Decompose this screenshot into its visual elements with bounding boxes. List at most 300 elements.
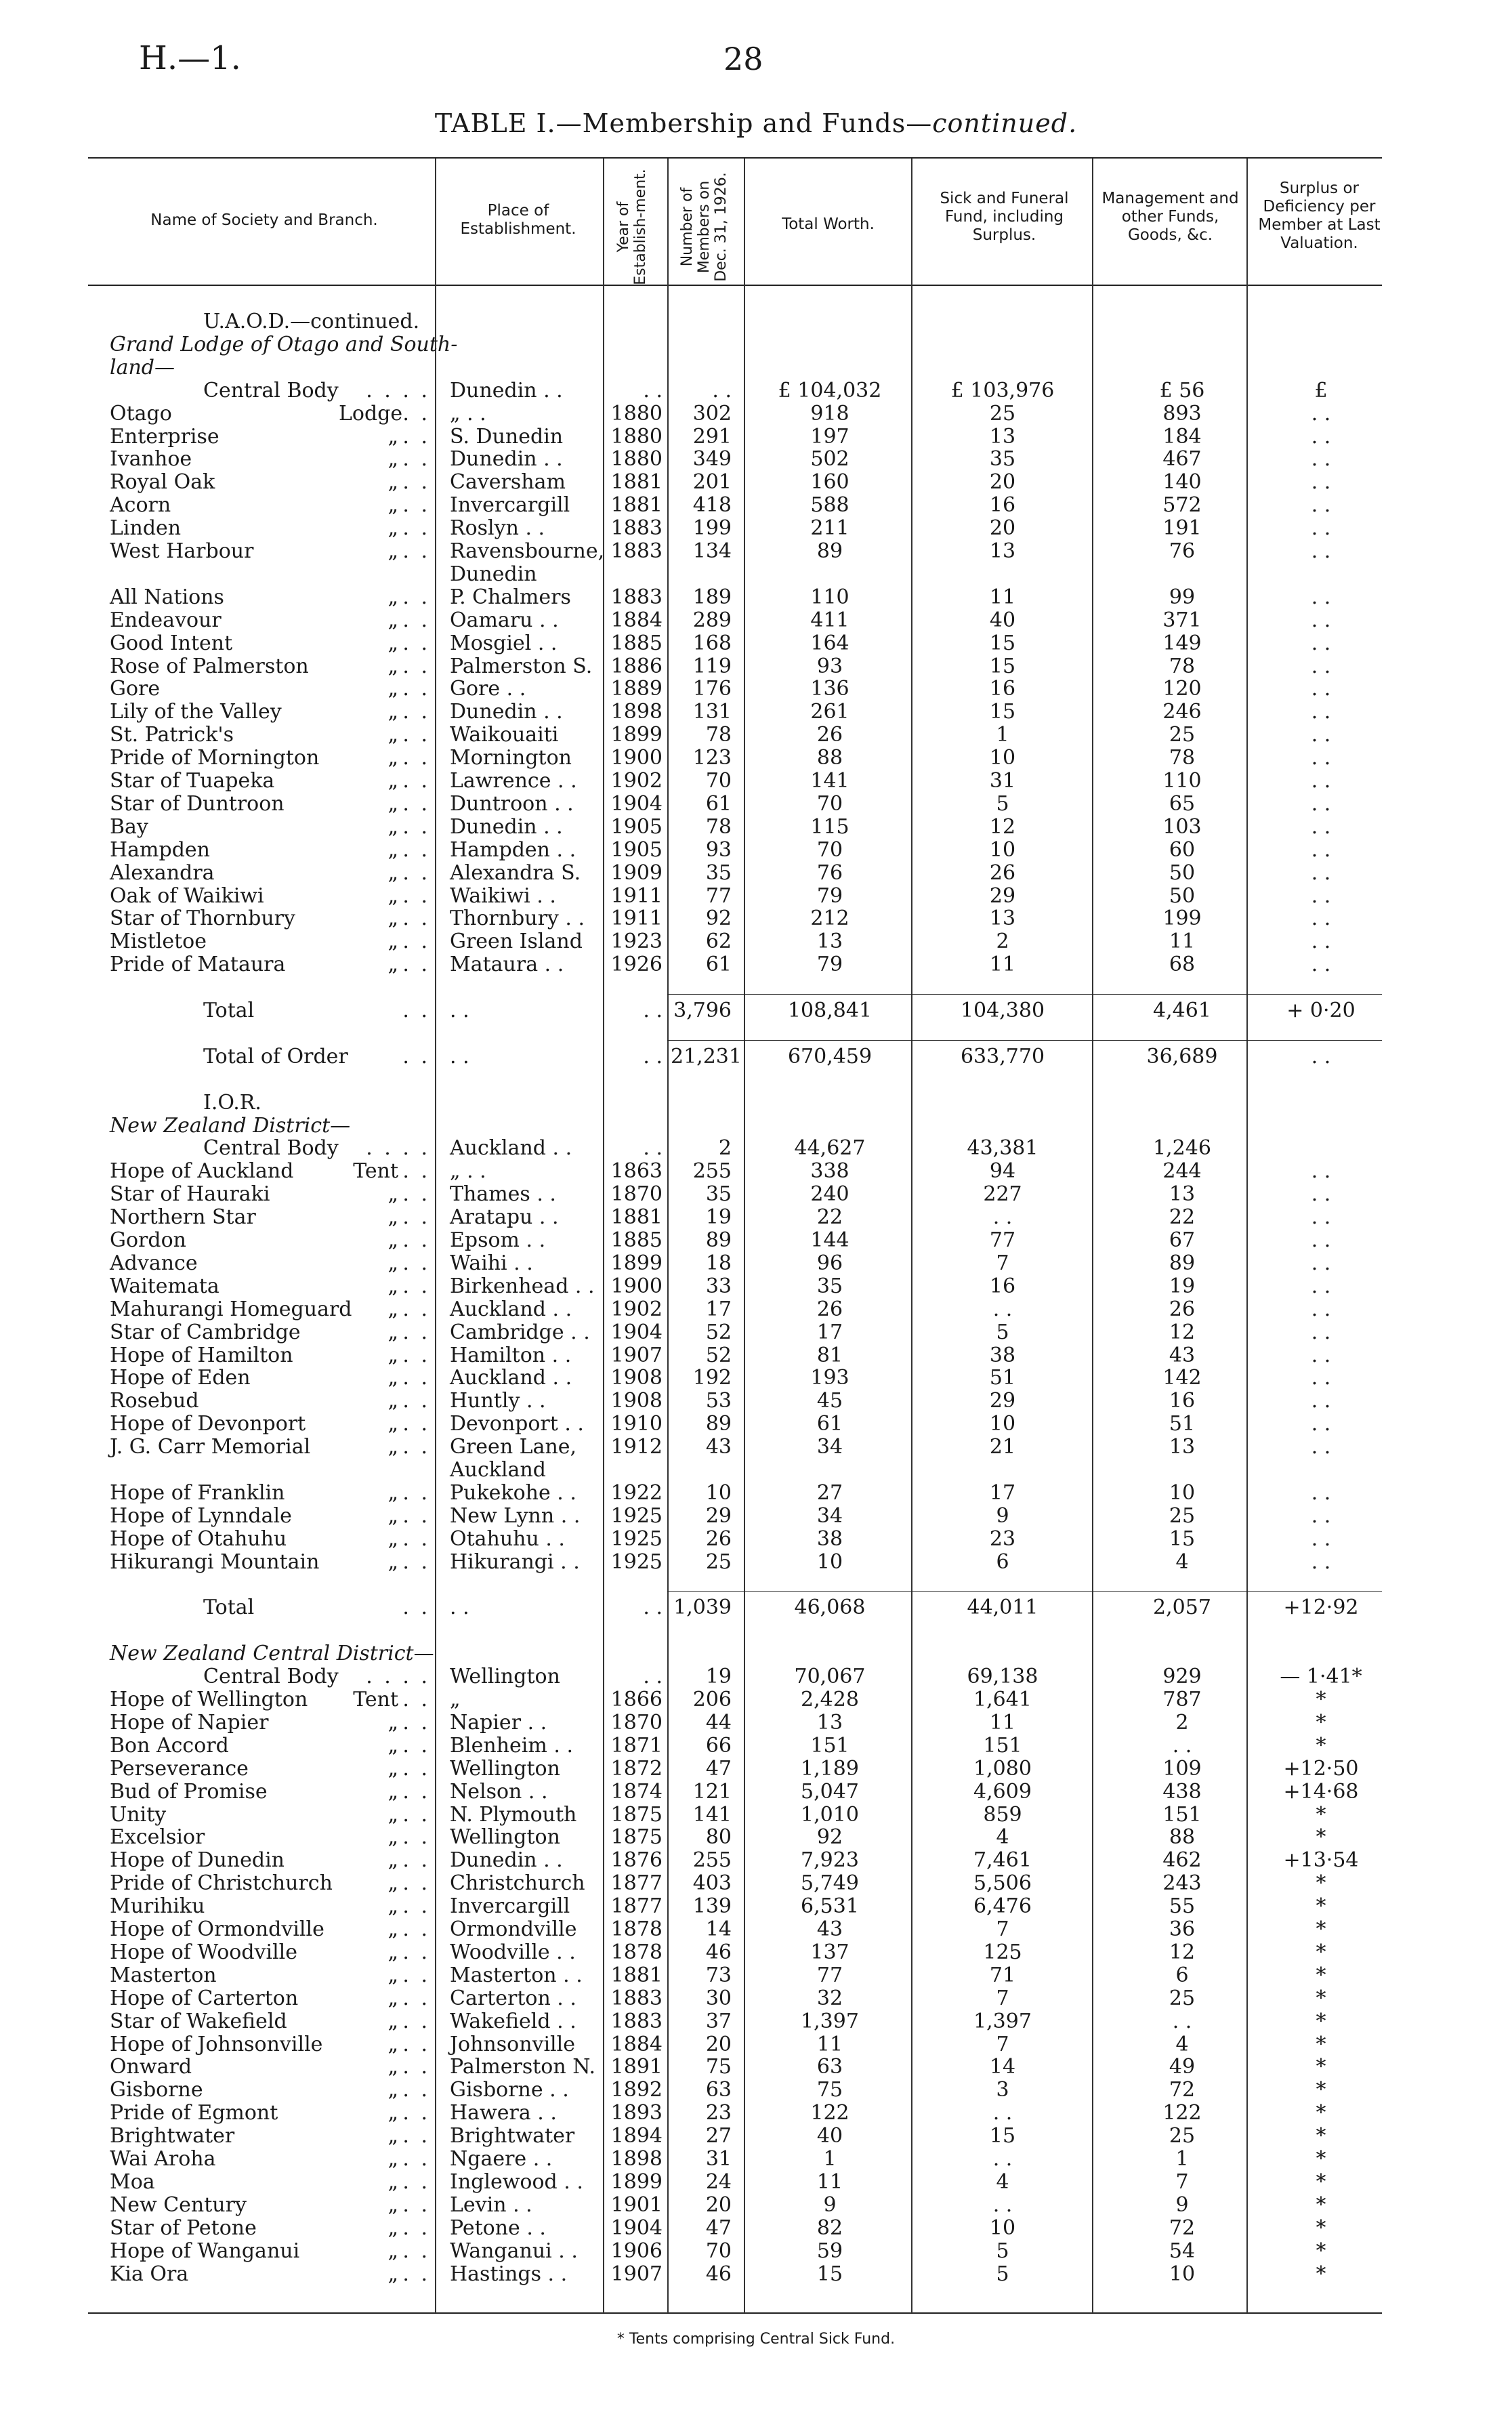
management-cell: 438 xyxy=(1162,1779,1202,1804)
sick-fund-cell: 125 xyxy=(983,1940,1022,1964)
branch-name: Good Intent xyxy=(110,631,233,655)
branch-type: „ xyxy=(387,1503,398,1528)
leader-dots: . . xyxy=(402,2124,430,2148)
worth-cell: 92 xyxy=(816,1825,843,1850)
sick-fund-cell: 31 xyxy=(989,769,1016,793)
worth-cell: 17 xyxy=(816,1320,843,1344)
sick-fund-cell: 6,476 xyxy=(973,1894,1032,1919)
table-row xyxy=(0,1160,1512,1183)
place-cell: Hawera . . xyxy=(450,2101,557,2125)
leader-dots: . . xyxy=(402,700,430,724)
leader-dots: . . xyxy=(402,2169,430,2194)
branch-name: Central Body xyxy=(203,378,339,402)
worth-cell: 27 xyxy=(816,1480,843,1505)
management-cell: 16 xyxy=(1169,1389,1196,1413)
worth-cell: 15 xyxy=(816,2262,843,2286)
col-header-surplus: Surplus or Deficiency per Member at Last Valuation. xyxy=(1258,180,1381,252)
branch-name: Waitemata xyxy=(110,1274,219,1298)
branch-name: J. G. Carr Memorial xyxy=(110,1435,311,1459)
worth-cell: 6,531 xyxy=(801,1894,859,1919)
surplus-cell: . . xyxy=(1311,883,1331,908)
branch-name: U.A.O.D.—continued. xyxy=(203,310,420,333)
surplus-cell: . . xyxy=(1311,1159,1331,1184)
leader-dots: . . xyxy=(402,1343,430,1367)
year-cell: 1911 xyxy=(610,907,663,931)
worth-cell: 70 xyxy=(816,837,843,862)
branch-type: „ xyxy=(387,953,398,977)
sick-fund-cell: 12 xyxy=(989,814,1016,839)
leader-dots: . . xyxy=(402,999,430,1022)
management-cell: 49 xyxy=(1169,2055,1196,2079)
year-cell: 1912 xyxy=(610,1435,663,1459)
branch-type: „ xyxy=(387,1986,398,2010)
management-cell: 78 xyxy=(1169,746,1196,770)
members-cell: 46 xyxy=(705,1940,732,1964)
worth-cell: 338 xyxy=(810,1159,849,1184)
surplus-cell: * xyxy=(1316,2216,1326,2240)
branch-name: Hope of Dunedin xyxy=(110,1848,285,1873)
leader-dots: . . xyxy=(402,1986,430,2010)
branch-name: Enterprise xyxy=(110,424,219,449)
leader-dots: . . xyxy=(402,1044,430,1068)
worth-cell: 75 xyxy=(816,2078,843,2102)
leader-dots: . . xyxy=(402,1526,430,1551)
management-cell: 122 xyxy=(1162,2101,1202,2125)
table-row xyxy=(0,2102,1512,2125)
place-cell: . . xyxy=(450,1044,469,1068)
spacer-row xyxy=(0,976,1512,999)
place-cell: Lawrence . . xyxy=(450,769,577,793)
management-cell: 109 xyxy=(1162,1756,1202,1781)
branch-type: „ xyxy=(387,1825,398,1850)
footnote: * Tents comprising Central Sick Fund. xyxy=(616,2331,896,2348)
worth-cell: 61 xyxy=(816,1412,843,1436)
members-cell: 44 xyxy=(705,1710,732,1734)
leader-dots: . . xyxy=(402,1940,430,1964)
table-row xyxy=(0,678,1512,701)
management-cell: 43 xyxy=(1169,1343,1196,1367)
leader-dots: . . xyxy=(402,860,430,885)
worth-cell: 122 xyxy=(810,2101,849,2125)
members-cell: 52 xyxy=(705,1320,732,1344)
sick-fund-cell: 15 xyxy=(989,700,1016,724)
sick-fund-cell: 10 xyxy=(989,2216,1016,2240)
leader-dots: . . xyxy=(402,1596,430,1620)
place-cell: Johnsonville xyxy=(450,2032,575,2056)
members-cell: 10 xyxy=(705,1480,732,1505)
sick-fund-cell: 11 xyxy=(989,953,1016,977)
sick-fund-cell: 10 xyxy=(989,1412,1016,1436)
table-row xyxy=(0,402,1512,425)
members-cell: 31 xyxy=(705,2147,732,2171)
sick-fund-cell: 859 xyxy=(983,1802,1022,1827)
year-cell: 1874 xyxy=(610,1779,663,1804)
sick-fund-cell: 13 xyxy=(989,424,1016,449)
year-cell: 1899 xyxy=(610,1251,663,1275)
year-cell: 1878 xyxy=(610,1917,663,1941)
members-cell: 291 xyxy=(692,424,732,449)
place-cell: Duntroon . . xyxy=(450,791,574,816)
worth-cell: 588 xyxy=(810,493,849,518)
year-cell: 1883 xyxy=(610,2009,663,2033)
place-cell: Inglewood . . xyxy=(450,2169,583,2194)
branch-name: Total of Order xyxy=(203,1044,348,1068)
year-cell: 1884 xyxy=(610,2032,663,2056)
place-cell: Dunedin . . xyxy=(450,378,563,402)
table-row xyxy=(0,1918,1512,1941)
surplus-cell: . . xyxy=(1311,1274,1331,1298)
sick-fund-cell: 40 xyxy=(989,608,1016,632)
place-cell: Otahuhu . . xyxy=(450,1526,565,1551)
worth-cell: 44,627 xyxy=(794,1136,866,1161)
surplus-cell: . . xyxy=(1311,585,1331,609)
branch-name: All Nations xyxy=(110,585,224,609)
branch-name: Masterton xyxy=(110,1963,217,1987)
place-cell: Hikurangi . . xyxy=(450,1550,580,1574)
branch-type: „ xyxy=(387,1779,398,1804)
table-row xyxy=(0,2171,1512,2194)
sick-fund-cell: . . xyxy=(992,2147,1013,2171)
year-cell: 1926 xyxy=(610,953,663,977)
leader-dots: . . xyxy=(402,516,430,541)
management-cell: 6 xyxy=(1175,1963,1189,1987)
surplus-cell: . . xyxy=(1311,769,1331,793)
surplus-cell: . . xyxy=(1311,723,1331,747)
total-row xyxy=(0,1596,1512,1619)
surplus-cell: . . xyxy=(1311,1044,1331,1068)
place-cell: Napier . . xyxy=(450,1710,547,1734)
branch-type: „ xyxy=(387,424,398,449)
sick-fund-cell: 1,641 xyxy=(973,1688,1032,1711)
branch-name: Hope of Woodville xyxy=(110,1940,298,1964)
place-cell: Woodville . . xyxy=(450,1940,576,1964)
table-row xyxy=(0,2217,1512,2240)
surplus-cell: . . xyxy=(1311,470,1331,495)
table-row xyxy=(0,333,1512,356)
leader-dots: . . xyxy=(402,1389,430,1413)
management-cell: 51 xyxy=(1169,1412,1196,1436)
total-row xyxy=(0,1045,1512,1068)
worth-cell: 110 xyxy=(810,585,849,609)
table-row xyxy=(0,356,1512,379)
table-row xyxy=(0,1091,1512,1115)
members-cell: 75 xyxy=(705,2055,732,2079)
members-cell: 20 xyxy=(705,2032,732,2056)
branch-name: Murihiku xyxy=(110,1894,205,1919)
sick-fund-cell: 44,011 xyxy=(967,1596,1038,1620)
worth-cell: 1 xyxy=(823,2147,837,2171)
leader-dots: . . xyxy=(402,1733,430,1758)
worth-cell: 70 xyxy=(816,791,843,816)
year-cell: 1877 xyxy=(610,1894,663,1919)
year-cell: 1875 xyxy=(610,1825,663,1850)
members-cell: 66 xyxy=(705,1733,732,1758)
sick-fund-cell: 13 xyxy=(989,907,1016,931)
management-cell: 572 xyxy=(1162,493,1202,518)
management-cell: 787 xyxy=(1162,1688,1202,1711)
surplus-cell: * xyxy=(1316,1894,1326,1919)
members-cell: 62 xyxy=(705,930,732,954)
surplus-cell: * xyxy=(1316,1825,1326,1850)
surplus-cell: * xyxy=(1316,2169,1326,2194)
branch-name: Linden xyxy=(110,516,182,541)
year-cell: 1881 xyxy=(610,1963,663,1987)
worth-cell: 46,068 xyxy=(794,1596,866,1620)
table-row xyxy=(0,1482,1512,1505)
col-header-worth: Total Worth. xyxy=(782,215,875,233)
leader-dots: . . xyxy=(402,769,430,793)
management-cell: 26 xyxy=(1169,1297,1196,1321)
table-row xyxy=(0,1528,1512,1551)
members-cell: 255 xyxy=(692,1848,732,1873)
header-bottom-rule xyxy=(88,285,1382,286)
table-row xyxy=(0,425,1512,449)
management-cell: 25 xyxy=(1169,723,1196,747)
management-cell: 140 xyxy=(1162,470,1202,495)
management-cell: 246 xyxy=(1162,700,1202,724)
place-cell: Brightwater xyxy=(450,2124,575,2148)
table-row xyxy=(0,1551,1512,1574)
leader-dots: . . xyxy=(402,447,430,472)
members-cell: 35 xyxy=(705,860,732,885)
sick-fund-cell: 104,380 xyxy=(960,999,1045,1022)
branch-name: Pride of Egmont xyxy=(110,2101,278,2125)
management-cell: 12 xyxy=(1169,1940,1196,1964)
worth-cell: 918 xyxy=(810,401,849,425)
surplus-cell: * xyxy=(1316,1963,1326,1987)
leader-dots: . . . . xyxy=(366,1136,430,1161)
worth-cell: 63 xyxy=(816,2055,843,2079)
table-row xyxy=(0,1459,1512,1482)
year-cell: 1925 xyxy=(610,1550,663,1574)
members-cell: 2 xyxy=(718,1136,732,1161)
management-cell: 54 xyxy=(1169,2239,1196,2263)
year-cell: 1923 xyxy=(610,930,663,954)
management-cell: 72 xyxy=(1169,2078,1196,2102)
management-cell: 12 xyxy=(1169,1320,1196,1344)
branch-name: Bon Accord xyxy=(110,1733,229,1758)
surplus-cell: . . xyxy=(1311,837,1331,862)
surplus-cell: . . xyxy=(1311,746,1331,770)
table-row xyxy=(0,862,1512,885)
branch-type: „ xyxy=(387,1848,398,1873)
branch-type: „ xyxy=(387,1274,398,1298)
sick-fund-cell: 7 xyxy=(996,2032,1009,2056)
sick-fund-cell: 69,138 xyxy=(967,1665,1038,1689)
branch-type: „ xyxy=(387,1550,398,1574)
surplus-cell: . . xyxy=(1311,1503,1331,1528)
branch-type: Tent xyxy=(353,1159,398,1184)
branch-name: New Century xyxy=(110,2192,247,2217)
worth-cell: 77 xyxy=(816,1963,843,1987)
surplus-cell: . . xyxy=(1311,608,1331,632)
worth-cell: 43 xyxy=(816,1917,843,1941)
place-cell: Gisborne . . xyxy=(450,2078,569,2102)
branch-type: „ xyxy=(387,1412,398,1436)
year-cell: 1886 xyxy=(610,654,663,678)
branch-name: Hope of Carterton xyxy=(110,1986,299,2010)
management-cell: 15 xyxy=(1169,1526,1196,1551)
branch-type: „ xyxy=(387,1480,398,1505)
branch-type: „ xyxy=(387,837,398,862)
place-cell: Cambridge . . xyxy=(450,1320,590,1344)
branch-name: land— xyxy=(110,355,175,379)
leader-dots: . . xyxy=(402,814,430,839)
leader-dots: . . . . xyxy=(366,1665,430,1689)
year-cell: 1883 xyxy=(610,1986,663,2010)
surplus-cell: . . xyxy=(1311,447,1331,472)
year-cell: 1881 xyxy=(610,470,663,495)
branch-name: Star of Thornbury xyxy=(110,907,295,931)
management-cell: 4 xyxy=(1175,1550,1189,1574)
worth-cell: 10 xyxy=(816,1550,843,1574)
sick-fund-cell: 35 xyxy=(989,447,1016,472)
members-cell: 21,231 xyxy=(671,1044,742,1068)
sick-fund-cell: 5 xyxy=(996,2262,1009,2286)
sick-fund-cell: 15 xyxy=(989,631,1016,655)
members-cell: 78 xyxy=(705,723,732,747)
surplus-cell: . . xyxy=(1311,493,1331,518)
table-row xyxy=(0,1137,1512,1160)
members-cell: 52 xyxy=(705,1343,732,1367)
table-row xyxy=(0,816,1512,839)
leader-dots: . . xyxy=(402,953,430,977)
branch-type: „ xyxy=(387,814,398,839)
surplus-cell: * xyxy=(1316,2192,1326,2217)
place-cell: Gore . . xyxy=(450,677,526,701)
leader-dots: . . xyxy=(402,1963,430,1987)
worth-cell: 1,189 xyxy=(801,1756,859,1781)
members-cell: 3,796 xyxy=(673,999,732,1022)
surplus-cell: * xyxy=(1316,2101,1326,2125)
sick-fund-cell: 15 xyxy=(989,2124,1016,2148)
sick-fund-cell: £ 103,976 xyxy=(950,378,1055,402)
branch-type: „ xyxy=(387,907,398,931)
year-cell: 1881 xyxy=(610,1205,663,1230)
year-cell: 1877 xyxy=(610,1871,663,1896)
worth-cell: 108,841 xyxy=(787,999,873,1022)
members-cell: 119 xyxy=(692,654,732,678)
place-cell: Thames . . xyxy=(450,1182,556,1207)
worth-cell: 151 xyxy=(810,1733,849,1758)
worth-cell: 212 xyxy=(810,907,849,931)
sick-fund-cell: . . xyxy=(992,1205,1013,1230)
members-cell: 26 xyxy=(705,1526,732,1551)
members-cell: 349 xyxy=(692,447,732,472)
sick-fund-cell: 151 xyxy=(983,1733,1022,1758)
members-cell: 92 xyxy=(705,907,732,931)
management-cell: 893 xyxy=(1162,401,1202,425)
members-cell: 33 xyxy=(705,1274,732,1298)
worth-cell: 40 xyxy=(816,2124,843,2148)
members-cell: 89 xyxy=(705,1412,732,1436)
members-cell: 30 xyxy=(705,1986,732,2010)
surplus-cell: +12·92 xyxy=(1283,1596,1359,1620)
leader-dots: . . xyxy=(402,1779,430,1804)
leader-dots: . . xyxy=(402,2055,430,2079)
leader-dots: . . xyxy=(402,1251,430,1275)
col-header-members: Number of Members on Dec. 31, 1926. xyxy=(679,172,730,282)
leader-dots: . . xyxy=(402,2262,430,2286)
place-cell: Green Island xyxy=(450,930,583,954)
year-cell: 1876 xyxy=(610,1848,663,1873)
place-cell: Caversham xyxy=(450,470,566,495)
branch-name: Central Body xyxy=(203,1665,339,1689)
branch-name: Alexandra xyxy=(110,860,215,885)
table-row xyxy=(0,609,1512,632)
sick-fund-cell: 51 xyxy=(989,1366,1016,1390)
year-cell: 1907 xyxy=(610,1343,663,1367)
place-cell: Wanganui . . xyxy=(450,2239,578,2263)
sick-fund-cell: 16 xyxy=(989,493,1016,518)
sick-fund-cell: 10 xyxy=(989,746,1016,770)
worth-cell: 9 xyxy=(823,2192,837,2217)
members-cell: 201 xyxy=(692,470,732,495)
table-row xyxy=(0,586,1512,609)
surplus-cell: £ xyxy=(1314,378,1328,402)
branch-type: „ xyxy=(387,470,398,495)
management-cell: 50 xyxy=(1169,860,1196,885)
table-row xyxy=(0,471,1512,494)
total-rule xyxy=(667,1040,1382,1041)
year-cell: . . xyxy=(643,1136,663,1161)
surplus-cell: . . xyxy=(1311,1480,1331,1505)
sick-fund-cell: 14 xyxy=(989,2055,1016,2079)
place-cell: Auckland . . xyxy=(450,1136,572,1161)
branch-type: „ xyxy=(387,791,398,816)
year-cell: 1902 xyxy=(610,1297,663,1321)
sick-fund-cell: 16 xyxy=(989,677,1016,701)
sick-fund-cell: 29 xyxy=(989,883,1016,908)
surplus-cell: * xyxy=(1316,2262,1326,2286)
surplus-cell: . . xyxy=(1311,401,1331,425)
branch-name: West Harbour xyxy=(110,539,254,563)
branch-name: Brightwater xyxy=(110,2124,235,2148)
leader-dots: . . xyxy=(402,424,430,449)
branch-name: Star of Wakefield xyxy=(110,2009,287,2033)
place-cell: Huntly . . xyxy=(450,1389,546,1413)
branch-type: „ xyxy=(387,1963,398,1987)
branch-name: Gordon xyxy=(110,1228,186,1252)
branch-type: „ xyxy=(387,1182,398,1207)
worth-cell: 34 xyxy=(816,1435,843,1459)
leader-dots: . . xyxy=(402,1825,430,1850)
sick-fund-cell: 16 xyxy=(989,1274,1016,1298)
col-header-mgmt: Management and other Funds, Goods, &c. xyxy=(1101,190,1239,244)
leader-dots: . . xyxy=(402,608,430,632)
leader-dots: . . xyxy=(402,2147,430,2171)
management-cell: 36,689 xyxy=(1146,1044,1218,1068)
members-cell: 168 xyxy=(692,631,732,655)
sick-fund-cell: 1,397 xyxy=(973,2009,1032,2033)
branch-type: „ xyxy=(387,2009,398,2033)
year-cell: 1878 xyxy=(610,1940,663,1964)
place-cell: P. Chalmers xyxy=(450,585,571,609)
members-cell: 78 xyxy=(705,814,732,839)
year-cell: . . xyxy=(643,1044,663,1068)
table-body xyxy=(0,310,1512,2316)
table-row xyxy=(0,953,1512,976)
year-cell: 1906 xyxy=(610,2239,663,2263)
management-cell: 103 xyxy=(1162,814,1202,839)
worth-cell: 5,047 xyxy=(801,1779,859,1804)
table-row xyxy=(0,1367,1512,1390)
col-header-name: Name of Society and Branch. xyxy=(150,211,378,229)
place-cell: Hastings . . xyxy=(450,2262,568,2286)
total-row xyxy=(0,999,1512,1022)
spacer-row xyxy=(0,1022,1512,1045)
surplus-cell: * xyxy=(1316,2124,1326,2148)
